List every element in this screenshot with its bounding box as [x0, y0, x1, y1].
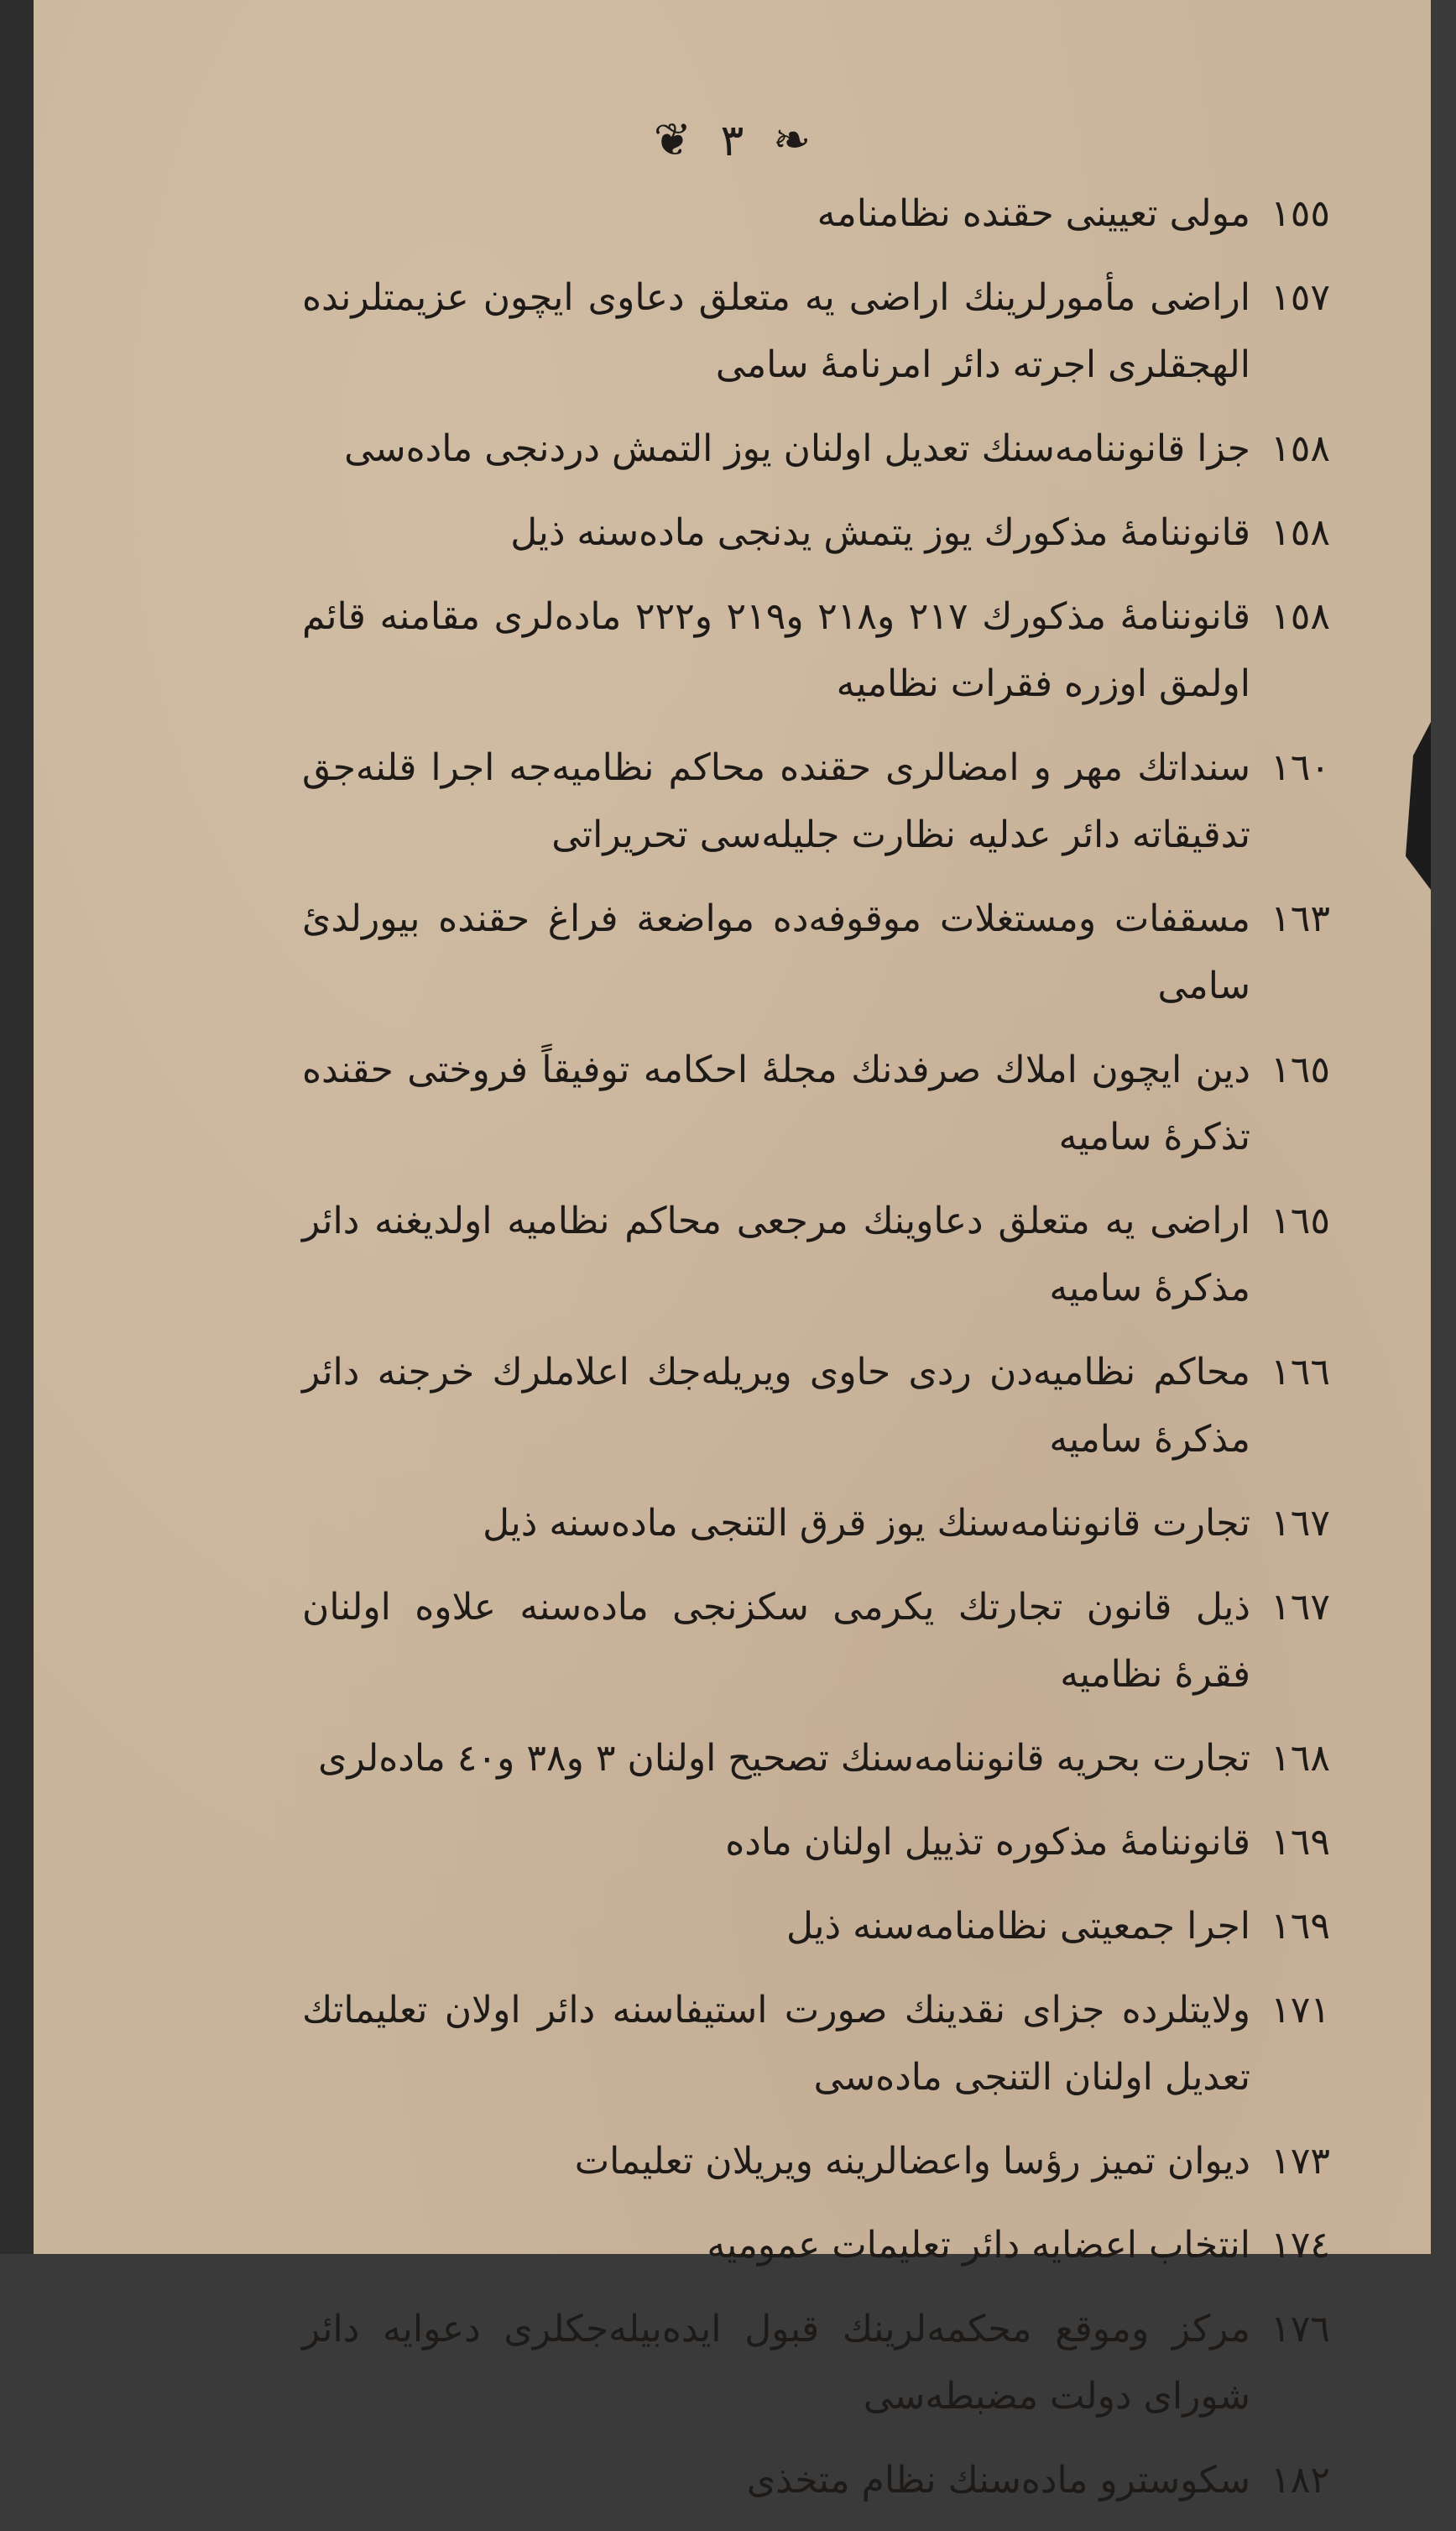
toc-entry-title: اراضی یه متعلق دعاوینك مرجعی محاکم نظامیه اولدیغنه دائر مذکرهٔ سامیه	[302, 1200, 1250, 1310]
toc-entry	[302, 1490, 1330, 1557]
toc-entry	[302, 1339, 1330, 1473]
toc-entry	[302, 1809, 1330, 1876]
toc-entry-page-number: ١٦٧	[1271, 1586, 1330, 1629]
toc-entry	[302, 1188, 1330, 1322]
toc-entry	[302, 1893, 1330, 1960]
document-page	[34, 0, 1431, 2502]
toc-entry-title: محاکم نظامیه‌دن ردی حاوی ویریله‌جك اعلاملرك خرجنه دائر مذکرهٔ سامیه	[302, 1351, 1250, 1461]
toc-entry	[302, 264, 1330, 399]
toc-entry-title: اراضی مأمورلرینك اراضی یه متعلق دعاوی ایچون عزیمتلرنده الهجقلری اجرته دائر امرنامهٔ سامی	[302, 276, 1250, 386]
toc-entry-title: مولی تعیینی حقنده نظامنامه	[817, 192, 1250, 235]
toc-entry	[302, 416, 1330, 483]
page-number: ٣	[720, 116, 744, 166]
toc-entry-page-number: ١٧٦	[1271, 2308, 1330, 2351]
toc-entry-title: قانوننامهٔ مذکورك یوز یتمش یدنجی ماده‌سنه ذیل	[510, 511, 1250, 554]
toc-entry-page-number: ١٦٣	[1271, 897, 1330, 940]
toc-entry-title: مسقفات ومستغلات موقوفه‌ده مواضعة فراغ حقنده بیورلدیٔ سامی	[302, 897, 1250, 1007]
table-of-contents	[302, 180, 1330, 2531]
toc-entry-page-number: ١٧٣	[1271, 2140, 1330, 2183]
toc-entry-title: انتخاب اعضایه دائر تعلیمات عمومیه	[707, 2224, 1250, 2267]
toc-entry	[302, 583, 1330, 718]
toc-entry	[302, 886, 1330, 1020]
page-header	[34, 113, 1431, 166]
toc-entry-page-number: ١٥٥	[1271, 192, 1330, 235]
scan-right-edge-shadow	[1406, 722, 1431, 890]
toc-entry-title: تجارت قانوننامه‌سنك یوز قرق التنجی ماده‌سنه ذیل	[483, 1502, 1250, 1545]
toc-entry-page-number: ١٧٤	[1271, 2224, 1330, 2267]
toc-entry	[302, 2296, 1330, 2430]
toc-entry	[302, 2212, 1330, 2279]
toc-entry-title: دیوان تمیز رؤسا واعضالرینه ویریلان تعلیمات	[574, 2140, 1250, 2183]
toc-entry-page-number: ١٥٨	[1271, 595, 1330, 638]
toc-entry-title: اجرا جمعیتی نظامنامه‌سنه ذیل	[785, 1905, 1250, 1948]
toc-entry-title: ولایتلرده جزای نقدینك صورت استیفاسنه دائر اولان تعلیماتك تعدیل اولنان التنجی ماده‌سی	[302, 1989, 1250, 2099]
toc-entry	[302, 1037, 1330, 1171]
scan-left-edge	[0, 0, 34, 2254]
toc-entry-page-number: ١٦٨	[1271, 1737, 1330, 1780]
toc-entry-title: سنداتك مهر و امضالری حقنده محاکم نظامیه‌جه اجرا قلنه‌جق تدقیقاته دائر عدلیه نظارت جلیله‌سی تحریراتی	[302, 746, 1250, 856]
toc-entry-page-number: ١٦٥	[1271, 1048, 1330, 1091]
ornament-left-icon: ❦	[653, 113, 691, 166]
toc-entry-page-number: ١٦٩	[1271, 1821, 1330, 1864]
toc-entry	[302, 735, 1330, 869]
toc-entry	[302, 1725, 1330, 1792]
toc-entry-title: قانوننامهٔ مذکورك ٢١٧ و٢١٨ و٢١٩ و٢٢٢ ماده‌لری مقامنه قائم اولمق اوزره فقرات نظامیه	[302, 595, 1250, 705]
toc-entry-page-number: ١٥٨	[1271, 427, 1330, 470]
ornament-right-icon: ❧	[773, 113, 811, 166]
toc-entry	[302, 1574, 1330, 1708]
toc-entry-page-number: ١٨٢	[1271, 2459, 1330, 2502]
toc-entry-title: تجارت بحریه قانوننامه‌سنك تصحیح اولنان ٣ و٣٨ و٤٠ ماده‌لری	[318, 1737, 1250, 1780]
toc-entry-page-number: ١٦٦	[1271, 1351, 1330, 1394]
toc-entry-title: مرکز وموقع محکمه‌لرینك قبول ایده‌بیله‌جکلری دعوایه دائر شورای دولت مضبطه‌سی	[302, 2308, 1250, 2418]
toc-entry	[302, 180, 1330, 248]
toc-entry-title: سکوسترو ماده‌سنك نظام متخذی	[746, 2459, 1250, 2502]
toc-entry-title: دین ایچون املاك صرفدنك مجلهٔ احکامه توفیقاً فروختی حقنده تذکرهٔ سامیه	[302, 1048, 1250, 1158]
toc-entry-title: قانوننامهٔ مذکوره تذییل اولنان ماده	[725, 1821, 1250, 1864]
toc-entry-page-number: ١٦٩	[1271, 1905, 1330, 1948]
toc-entry	[302, 2128, 1330, 2195]
toc-entry	[302, 1977, 1330, 2111]
toc-entry-title: جزا قانوننامه‌سنك تعدیل اولنان یوز التمش دردنجی ماده‌سی	[344, 427, 1250, 470]
toc-entry	[302, 2447, 1330, 2514]
toc-entry-page-number: ١٦٥	[1271, 1200, 1330, 1242]
toc-entry-page-number: ١٦٠	[1271, 746, 1330, 789]
toc-entry-page-number: ١٥٧	[1271, 276, 1330, 319]
toc-entry-page-number: ١٦٧	[1271, 1502, 1330, 1545]
toc-entry-page-number: ١٥٨	[1271, 511, 1330, 554]
toc-entry	[302, 499, 1330, 567]
toc-entry-page-number: ١٧١	[1271, 1989, 1330, 2032]
toc-entry-title: ذیل قانون تجارتك یکرمی سکزنجی ماده‌سنه علاوه اولنان فقرهٔ نظامیه	[302, 1586, 1250, 1696]
